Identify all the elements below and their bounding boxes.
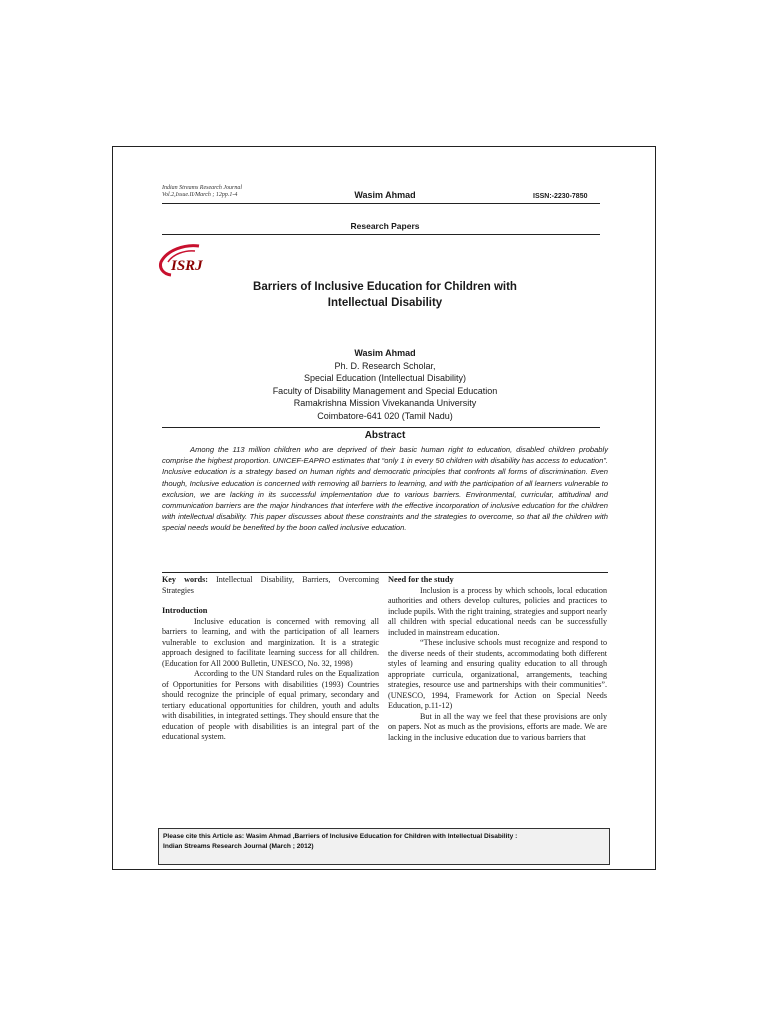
section-divider	[162, 234, 600, 235]
header-issn: ISSN:-2230-7850	[533, 193, 588, 200]
abstract-text	[162, 444, 608, 534]
author-university: Ramakrishna Mission Vivekananda University	[293, 398, 477, 409]
introduction-paragraph-1: Inclusive education is concerned with removing all barriers to learning, and with the participation of all learners vulnerable to exclusion and marginization. It is a strategic approach designed to facilitate learning success for all children. (Education for All 2000 Bulletin, UNESCO, No. 32, 1998)	[162, 616, 379, 668]
author-faculty: Faculty of Disability Management and Special Education	[272, 385, 498, 396]
section-label: Research Papers	[350, 221, 420, 231]
introduction-heading: Introduction	[162, 606, 208, 615]
right-column	[388, 575, 607, 743]
author-name: Wasim Ahmad	[354, 348, 416, 358]
abstract-heading: Abstract	[364, 430, 406, 441]
body-divider	[162, 572, 608, 573]
left-column	[162, 575, 379, 743]
journal-name: Indian Streams Research Journal	[162, 185, 243, 191]
need-heading: Need for the study	[388, 575, 454, 584]
author-address: Coimbatore-641 020 (Tamil Nadu)	[317, 410, 453, 421]
citation-box	[158, 828, 610, 865]
title-line-2: Intellectual Disability	[327, 297, 443, 309]
author-role: Ph. D. Research Scholar,	[334, 360, 436, 371]
need-paragraph-3: But in all the way we feel that these provisions are only on papers. Not as much as the provisions, efforts are made. We are lacking in the inclusive education due to various barriers that	[388, 711, 607, 742]
keywords	[162, 575, 379, 596]
title-line-1: Barriers of Inclusive Education for Children with	[253, 281, 517, 293]
logo-text: ISRJ	[171, 258, 203, 274]
keywords-label: Key words:	[162, 575, 208, 584]
article-title	[173, 279, 597, 311]
header-divider	[162, 203, 600, 204]
citation-line-2: Indian Streams Research Journal (March ; 2012)	[163, 843, 314, 850]
journal-issue: Vol.2,Issue.II/March ; 12pp.1-4	[162, 192, 238, 198]
author-department: Special Education (Intellectual Disability)	[303, 373, 467, 384]
need-paragraph-1: Inclusion is a process by which schools, local education authorities and others develop cultures, policies and practices to include pupils. With the right training, strategies and support nearly all children with special educational needs can be successfully included in mainstream education.	[388, 585, 607, 637]
citation-line-1: Please cite this Article as: Wasim Ahmad ,Barriers of Inclusive Education for Children with Intellectual Disability :	[163, 833, 518, 840]
author-affiliation	[173, 347, 597, 423]
isrj-logo	[155, 242, 215, 280]
introduction-paragraph-2: According to the UN Standard rules on the Equalization of Opportunities for Persons with disabilities (1993) Countries should recognize the principle of equal primary, secondary and tertiary educational opportunities for children, youth and adults with disabilities, in integrated settings. They should ensure that the education of people with disabilities is an integral part of the educational system.	[162, 669, 379, 741]
need-paragraph-2: “These inclusive schools must recognize and respond to the diverse needs of their students, accommodating both different styles of learning and ensuring quality education to all through appropriate curricula, organizational, arrangements, teaching strategies, resource use and partnerships with their communities”. (UNESCO, 1994, Framework for Action on Special Needs Education, p.11-12)	[388, 638, 607, 710]
abstract-divider	[162, 427, 600, 428]
header-author: Wasim Ahmad	[354, 190, 416, 200]
keywords-text: Intellectual Disability, Barriers, Overcoming Strategies	[162, 575, 379, 595]
abstract-body: Among the 113 million children who are deprived of their basic human right to education, disabled children probably comprise the highest proportion. UNICEF-EAPRO estimates that “only 1 in every 50 children with disability has access to education”. Inclusive education is a strategy based on human rights and democratic principles that confronts all forms of discrimination. Even though, Inclusive education is concerned with removing all barriers to learning, and with the participation of all learners vulnerable to exclusion, we are lacking in its successful implementation due to various barriers. Environmental, curricular, attitudinal and communication barriers are the major hindrances that interfere with the effective incorporation of inclusive education for the children with intellectual disability. This paper discusses about these constraints and the strategies to overcome, so that all the children with special needs would be benefited by the boon called inclusive education.	[162, 445, 608, 533]
document-page	[112, 146, 656, 870]
